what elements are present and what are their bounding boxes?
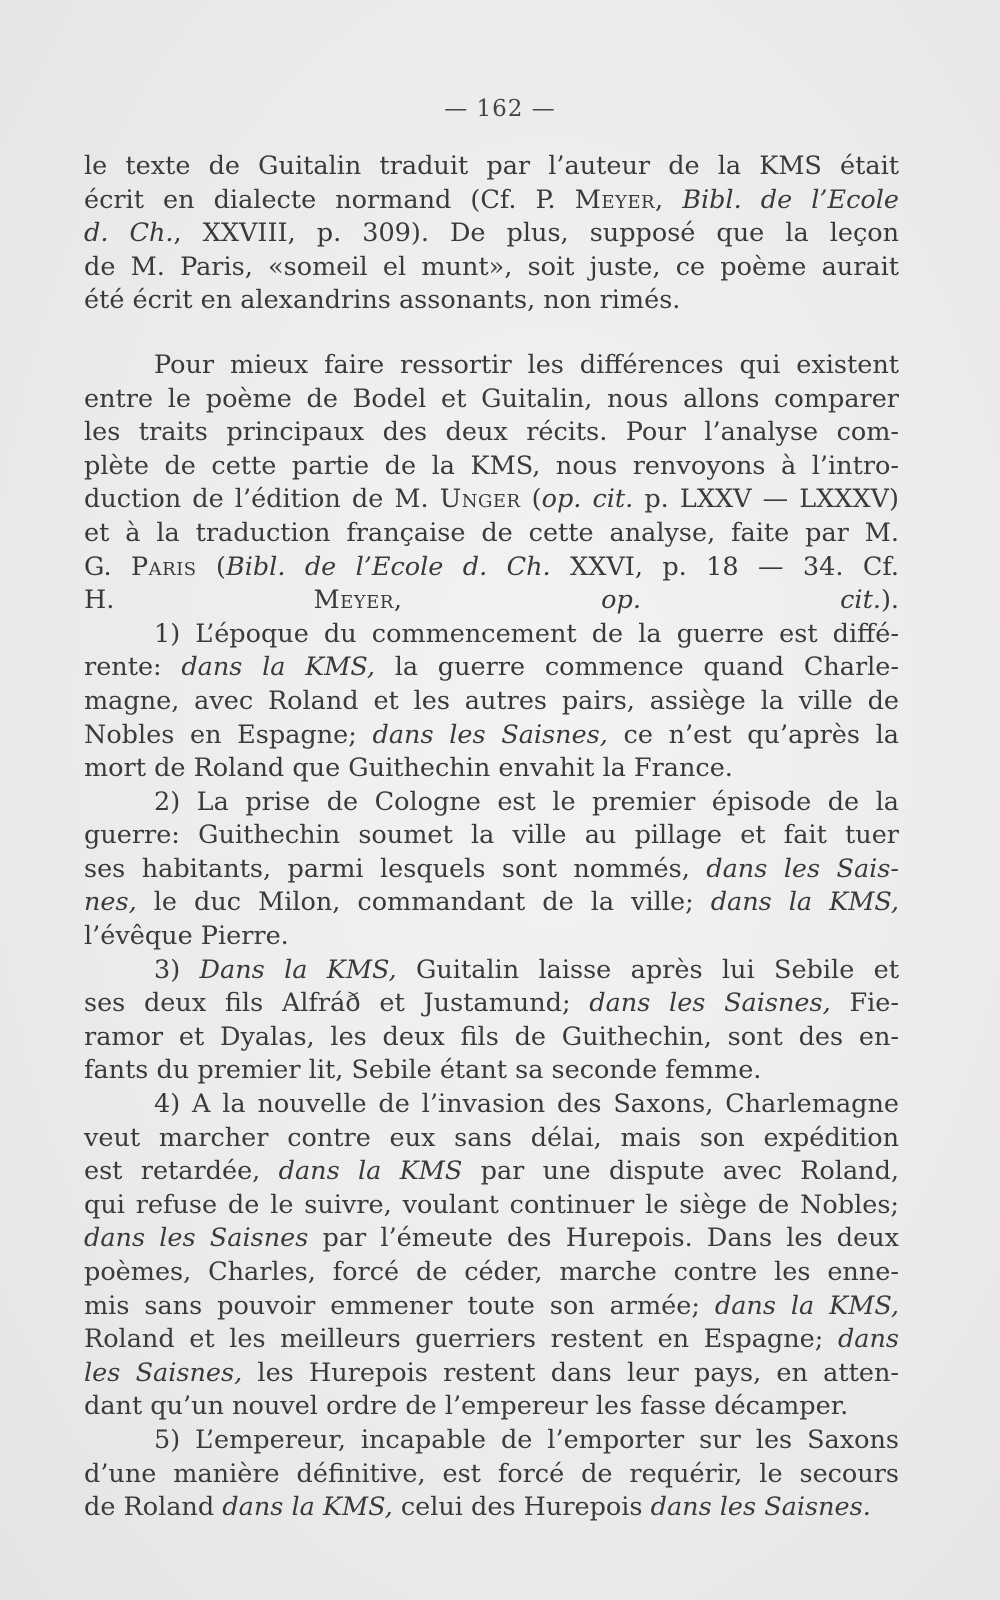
text-line bbox=[84, 1323, 899, 1357]
text-run: p. LXXV — LXXXV) bbox=[633, 484, 899, 515]
text-run: 1) L’époque du commencement de la guerre est diffé- bbox=[154, 618, 899, 649]
text-line bbox=[84, 584, 899, 618]
text-line bbox=[84, 685, 899, 719]
text-run: par l’émeute des Hurepois. Dans les deux bbox=[308, 1223, 900, 1254]
text-line bbox=[84, 1458, 899, 1492]
text-line bbox=[84, 1256, 899, 1290]
paragraph-gap bbox=[84, 318, 899, 349]
text-line bbox=[84, 1222, 899, 1256]
text-line bbox=[84, 284, 899, 318]
text-run: mis sans pouvoir emmener toute son armée; bbox=[84, 1290, 715, 1321]
text-line bbox=[84, 920, 899, 954]
italic-run: dans bbox=[837, 1324, 899, 1355]
italic-run: dans les Saisnes. bbox=[650, 1492, 871, 1523]
text-line bbox=[84, 1357, 899, 1391]
text-run: les Hurepois restent dans leur pays, en atten- bbox=[242, 1357, 899, 1388]
text-run: plète de cette partie de la KMS, nous renvoyons à l’intro- bbox=[84, 450, 899, 481]
italic-run: dans la KMS, bbox=[181, 652, 376, 683]
text-run: ses habitants, parmi lesquels sont nommés, bbox=[84, 853, 707, 884]
text-line bbox=[84, 886, 899, 920]
text-line bbox=[84, 349, 899, 383]
text-run: 4) A la nouvelle de l’invasion des Saxons, Charlemagne bbox=[154, 1089, 899, 1120]
italic-run: Bibl. de l’Ecole d. Ch. bbox=[225, 551, 551, 582]
italic-run: dans la KMS bbox=[278, 1156, 463, 1187]
text-line bbox=[84, 618, 899, 652]
text-line bbox=[84, 1021, 899, 1055]
text-line bbox=[84, 853, 899, 887]
text-run: , XXVIII, p. 309). De plus, supposé que la leçon bbox=[173, 218, 899, 249]
text-line bbox=[84, 184, 899, 218]
text-run: qui refuse de le suivre, voulant continuer le siège de Nobles; bbox=[84, 1189, 899, 1220]
text-line bbox=[84, 483, 899, 517]
text-run: ( bbox=[196, 551, 226, 582]
text-line bbox=[84, 217, 899, 251]
text-run: ). bbox=[880, 585, 899, 616]
text-line bbox=[84, 954, 899, 988]
italic-run: dans la KMS, bbox=[710, 887, 899, 918]
text-run: Pour mieux faire ressortir les différences qui existent bbox=[154, 349, 899, 380]
text-run: celui des Hurepois bbox=[392, 1492, 651, 1523]
text-run: duction de l’édition de M. bbox=[84, 484, 440, 515]
text-line bbox=[84, 551, 899, 585]
italic-run: op. cit. bbox=[541, 484, 634, 515]
smallcaps-name: Unger bbox=[439, 484, 521, 515]
text-line bbox=[84, 517, 899, 551]
italic-run: dans la KMS, bbox=[222, 1492, 393, 1523]
text-run: veut marcher contre eux sans délai, mais son expédition bbox=[84, 1122, 899, 1153]
italic-run: Dans la KMS, bbox=[199, 954, 397, 985]
text-line bbox=[84, 450, 899, 484]
italic-run: Bibl. de l’Ecole bbox=[682, 184, 899, 215]
page-number: — 162 — bbox=[444, 96, 556, 122]
text-run: , bbox=[655, 184, 683, 215]
text-run: magne, avec Roland et les autres pairs, assiège la ville de bbox=[84, 685, 899, 716]
text-run: 3) bbox=[154, 954, 200, 985]
text-run: est retardée, bbox=[84, 1156, 279, 1187]
smallcaps-name: Paris bbox=[130, 551, 197, 582]
text-line bbox=[84, 251, 899, 285]
text-line bbox=[84, 1054, 899, 1088]
italic-run: dans la KMS, bbox=[714, 1290, 899, 1321]
text-run: guerre: Guithechin soumet la ville au pillage et fait tuer bbox=[84, 820, 899, 851]
text-run: le texte de Guitalin traduit par l’auteur de la KMS était bbox=[84, 151, 899, 181]
text-run: ce n’est qu’après la bbox=[607, 719, 900, 750]
text-run: ramor et Dyalas, les deux fils de Guithechin, sont des en- bbox=[84, 1021, 899, 1052]
text-line bbox=[84, 1189, 899, 1223]
smallcaps-name: Meyer bbox=[313, 585, 394, 616]
text-run: Guitalin laisse après lui Sebile et bbox=[396, 954, 899, 985]
italic-run: nes, bbox=[84, 887, 137, 918]
text-line bbox=[84, 987, 899, 1021]
text-line bbox=[84, 819, 899, 853]
text-line bbox=[84, 1390, 899, 1424]
italic-run: dans les Saisnes bbox=[84, 1223, 309, 1254]
text-run: d’une manière définitive, est forcé de requérir, le secours bbox=[84, 1458, 899, 1489]
text-run: la guerre commence quand Charle- bbox=[375, 652, 900, 683]
text-run: , bbox=[393, 585, 602, 616]
smallcaps-name: Meyer bbox=[574, 184, 656, 215]
text-run: entre le poème de Bodel et Guitalin, nous allons comparer bbox=[84, 383, 899, 414]
text-run: les traits principaux des deux récits. Pour l’analyse com- bbox=[84, 417, 899, 448]
text-run: Roland et les meilleurs guerriers restent en Espagne; bbox=[84, 1324, 838, 1355]
text-run: 2) La prise de Cologne est le premier épisode de la bbox=[154, 786, 899, 817]
text-run: et à la traduction française de cette analyse, faite par M. bbox=[84, 517, 899, 548]
text-line bbox=[84, 719, 899, 753]
text-run: de M. Paris, «someil el munt», soit juste, ce poème aurait bbox=[84, 251, 899, 282]
text-run: Nobles en Espagne; bbox=[84, 719, 373, 750]
italic-run: d. Ch. bbox=[84, 218, 174, 249]
text-run: le duc Milon, commandant de la ville; bbox=[136, 887, 711, 918]
text-line bbox=[84, 1122, 899, 1156]
italic-run: op. cit. bbox=[601, 585, 881, 616]
text-run: écrit en dialecte normand (Cf. P. bbox=[84, 184, 575, 215]
text-line bbox=[84, 651, 899, 685]
italic-run: les Saisnes, bbox=[84, 1357, 243, 1388]
text-run: rente: bbox=[84, 652, 182, 683]
text-line bbox=[84, 1491, 899, 1525]
text-line bbox=[84, 1424, 899, 1458]
text-run: 5) L’empereur, incapable de l’emporter sur les Saxons bbox=[154, 1424, 899, 1455]
text-run: l’évêque Pierre. bbox=[84, 921, 289, 952]
text-run: XXVI, p. 18 — 34. Cf. bbox=[550, 551, 899, 582]
text-line bbox=[84, 752, 899, 786]
italic-run: dans les Sais- bbox=[706, 853, 900, 884]
text-line bbox=[84, 1088, 899, 1122]
text-run: mort de Roland que Guithechin envahit la France. bbox=[84, 753, 733, 784]
text-run: ( bbox=[520, 484, 542, 515]
text-line bbox=[84, 383, 899, 417]
text-run: été écrit en alexandrins assonants, non rimés. bbox=[84, 285, 681, 316]
text-run: G. bbox=[84, 551, 131, 582]
text-run: Fie- bbox=[830, 988, 899, 1019]
text-line bbox=[84, 416, 899, 450]
italic-run: dans les Saisnes, bbox=[589, 988, 831, 1019]
text-run: dant qu’un nouvel ordre de l’empereur les fasse décamper. bbox=[84, 1391, 849, 1422]
text-run: de Roland bbox=[84, 1492, 223, 1523]
text-line bbox=[84, 1155, 899, 1189]
italic-run: dans les Saisnes, bbox=[372, 719, 608, 750]
text-run: fants du premier lit, Sebile étant sa seconde femme. bbox=[84, 1055, 762, 1086]
text-line bbox=[84, 1290, 899, 1324]
text-run: par une dispute avec Roland, bbox=[462, 1156, 899, 1187]
text-run: poèmes, Charles, forcé de céder, marche contre les enne- bbox=[84, 1257, 899, 1287]
body-text bbox=[84, 150, 899, 1525]
text-run: ses deux fils Alfráð et Justamund; bbox=[84, 988, 590, 1019]
text-line bbox=[84, 786, 899, 820]
text-line bbox=[84, 150, 899, 184]
text-run: H. bbox=[84, 585, 314, 616]
